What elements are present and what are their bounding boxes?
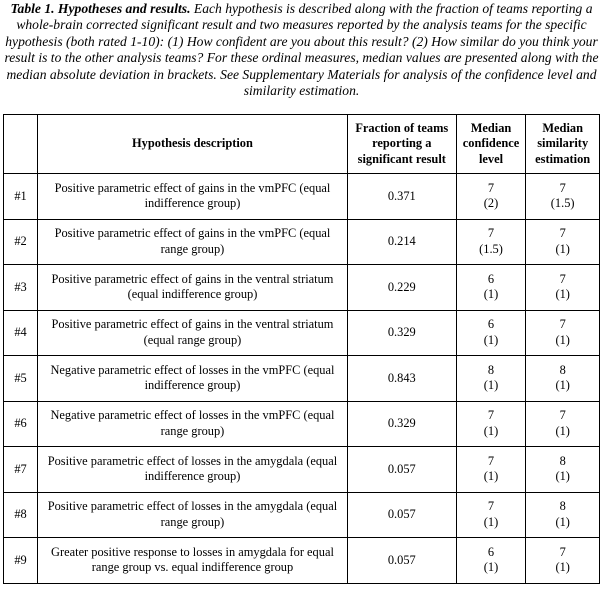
table-row (4, 538, 600, 584)
table-row (4, 219, 600, 265)
confidence-mad-value: (1) (483, 287, 499, 302)
table-row (4, 447, 600, 493)
similarity-mad-value: (1) (555, 423, 570, 438)
confidence-mad-value: (1.5) (479, 241, 503, 256)
median-similarity (526, 356, 600, 402)
fraction-significant: 0.371 (347, 174, 456, 220)
confidence-median-value: 8 (487, 362, 495, 377)
table-row (4, 492, 600, 538)
fraction-significant: 0.843 (347, 356, 456, 402)
table-header-row (4, 115, 600, 174)
table-row (4, 174, 600, 220)
similarity-mad-value: (1) (555, 378, 570, 393)
hypothesis-description: Positive parametric effect of losses in the amygdala (equal indifference group) (38, 447, 348, 493)
median-confidence (456, 265, 526, 311)
fraction-significant: 0.057 (347, 538, 456, 584)
hypothesis-number: #1 (4, 174, 38, 220)
header-fraction: Fraction of teams reporting a significant result (347, 115, 456, 174)
similarity-median-value: 7 (559, 180, 566, 195)
hypothesis-number: #4 (4, 310, 38, 356)
hypothesis-description: Greater positive response to losses in amygdala for equal range group vs. equal indifference group (38, 538, 348, 584)
header-number (4, 115, 38, 174)
fraction-significant: 0.057 (347, 447, 456, 493)
median-confidence (456, 219, 526, 265)
median-confidence (456, 538, 526, 584)
confidence-median-value: 7 (487, 180, 495, 195)
fraction-significant: 0.329 (347, 401, 456, 447)
hypothesis-number: #3 (4, 265, 38, 311)
fraction-significant: 0.329 (347, 310, 456, 356)
hypothesis-description: Negative parametric effect of losses in the vmPFC (equal indifference group) (38, 356, 348, 402)
hypothesis-number: #8 (4, 492, 38, 538)
hypothesis-number: #9 (4, 538, 38, 584)
median-similarity (526, 447, 600, 493)
similarity-median-value: 7 (559, 544, 566, 559)
table-row (4, 356, 600, 402)
fraction-significant: 0.229 (347, 265, 456, 311)
similarity-median-value: 8 (559, 362, 566, 377)
confidence-mad-value: (1) (483, 469, 499, 484)
median-similarity (526, 174, 600, 220)
median-confidence (456, 492, 526, 538)
fraction-significant: 0.057 (347, 492, 456, 538)
similarity-median-value: 7 (559, 317, 566, 332)
hypotheses-results-table (3, 114, 600, 584)
median-similarity (526, 538, 600, 584)
table-row (4, 401, 600, 447)
fraction-significant: 0.214 (347, 219, 456, 265)
confidence-mad-value: (1) (483, 514, 499, 529)
median-confidence (456, 401, 526, 447)
similarity-median-value: 7 (559, 271, 566, 286)
median-similarity (526, 492, 600, 538)
median-confidence (456, 174, 526, 220)
hypothesis-description: Positive parametric effect of gains in the vmPFC (equal range group) (38, 219, 348, 265)
confidence-median-value: 6 (487, 317, 495, 332)
hypothesis-number: #6 (4, 401, 38, 447)
confidence-median-value: 7 (487, 226, 495, 241)
confidence-mad-value: (1) (483, 560, 499, 575)
similarity-median-value: 8 (559, 453, 566, 468)
table-row (4, 265, 600, 311)
hypothesis-description: Positive parametric effect of losses in the amygdala (equal range group) (38, 492, 348, 538)
confidence-mad-value: (2) (483, 196, 499, 211)
confidence-median-value: 6 (487, 544, 495, 559)
table-body (4, 174, 600, 584)
table-caption (0, 0, 603, 114)
header-confidence: Median confidence level (456, 115, 526, 174)
similarity-mad-value: (1) (555, 560, 570, 575)
similarity-mad-value: (1) (555, 469, 570, 484)
table-row (4, 310, 600, 356)
confidence-median-value: 6 (487, 271, 495, 286)
similarity-median-value: 8 (559, 499, 566, 514)
median-confidence (456, 310, 526, 356)
hypothesis-description: Negative parametric effect of losses in the vmPFC (equal range group) (38, 401, 348, 447)
hypothesis-description: Positive parametric effect of gains in the ventral striatum (equal range group) (38, 310, 348, 356)
hypothesis-description: Positive parametric effect of gains in the ventral striatum (equal indifference group) (38, 265, 348, 311)
confidence-mad-value: (1) (483, 423, 499, 438)
similarity-mad-value: (1) (555, 241, 570, 256)
header-description: Hypothesis description (38, 115, 348, 174)
hypothesis-description: Positive parametric effect of gains in the vmPFC (equal indifference group) (38, 174, 348, 220)
median-confidence (456, 447, 526, 493)
similarity-mad-value: (1) (555, 332, 570, 347)
confidence-median-value: 7 (487, 499, 495, 514)
hypothesis-number: #2 (4, 219, 38, 265)
similarity-median-value: 7 (559, 408, 566, 423)
confidence-median-value: 7 (487, 408, 495, 423)
hypothesis-number: #7 (4, 447, 38, 493)
hypothesis-number: #5 (4, 356, 38, 402)
similarity-mad-value: (1) (555, 287, 570, 302)
caption-title: Table 1. Hypotheses and results. (10, 1, 191, 16)
median-similarity (526, 219, 600, 265)
similarity-mad-value: (1) (555, 514, 570, 529)
median-similarity (526, 401, 600, 447)
median-similarity (526, 265, 600, 311)
confidence-median-value: 7 (487, 453, 495, 468)
similarity-median-value: 7 (559, 226, 566, 241)
median-confidence (456, 356, 526, 402)
caption-text: Each hypothesis is described along with the fraction of teams reporting a whole-brain corrected significant result and two measures reported by the analysis teams for the specific hypothesis (both rated 1-10): (1) How confident are you about this result? (2) How similar do you think your result is to the other analysis teams? For these ordinal measures, median values are presented along with the median absolute deviation in brackets. See Supplementary Materials for analysis of the confidence level and similarity estimation. (4, 1, 599, 99)
header-similarity: Median similarity estimation (526, 115, 600, 174)
confidence-mad-value: (1) (483, 378, 499, 393)
median-similarity (526, 310, 600, 356)
similarity-mad-value: (1.5) (550, 196, 575, 211)
confidence-mad-value: (1) (483, 332, 499, 347)
